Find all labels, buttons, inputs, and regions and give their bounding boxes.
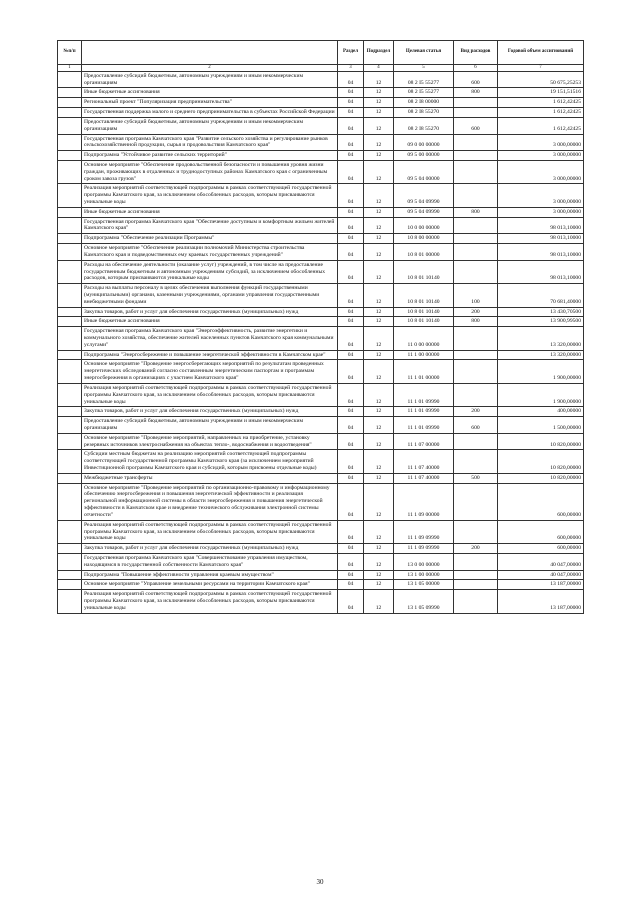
row-razdel-cell: 04 (338, 360, 364, 383)
row-name-cell: Основное мероприятие "Проведение мероприятий, направленных на приобретение, установку резервных источников электроснабжения на объектах тепло-, водоснабжения и водоотведения" (82, 433, 338, 450)
column-number: 4 (364, 65, 394, 72)
row-article-cell: 11 1 07 40000 (394, 450, 454, 473)
header-vid: Вид расходов (454, 41, 498, 65)
row-podrazdel-cell: 12 (364, 473, 394, 483)
row-number-cell (58, 590, 82, 613)
row-number-cell (58, 360, 82, 383)
row-name-cell: Реализация мероприятий соответствующей подпрограммы в рамках соответствующей государственной программы Камчатского края, за исключением обособленных расходов, которым присваиваются уникальные коды (82, 590, 338, 613)
header-amount: Годовой объем ассигнований (498, 41, 584, 65)
header-article: Целевая статья (394, 41, 454, 65)
row-name-cell: Основное мероприятие "Обеспечение продовольственной безопасности и повышения уровня жизни граждан, проживающих в отдаленных и труднодоступных районах Камчатского края с ограниченным сроком завоза грузов" (82, 160, 338, 183)
table-row (58, 244, 584, 261)
row-vid-cell (454, 570, 498, 580)
row-podrazdel-cell: 12 (364, 433, 394, 450)
row-name-cell: Региональный проект "Популяризация предпринимательства" (82, 98, 338, 108)
row-podrazdel-cell: 12 (364, 553, 394, 570)
table-row (58, 590, 584, 613)
header-razdel: Раздел (338, 41, 364, 65)
row-name-cell: Расходы на выплаты персоналу в целях обеспечения выполнения функций государственными (муниципальными) органами, казенными учреждениями, органами управления государственными внебюджетными фондами (82, 284, 338, 307)
row-razdel-cell: 04 (338, 327, 364, 350)
table-row (58, 360, 584, 383)
row-razdel-cell: 04 (338, 590, 364, 613)
row-razdel-cell: 04 (338, 570, 364, 580)
table-row (58, 483, 584, 520)
row-name-cell: Государственная программа Камчатского края "Обеспечение доступным и комфортным жильем жителей Камчатского края" (82, 217, 338, 234)
row-razdel-cell: 04 (338, 483, 364, 520)
row-razdel-cell: 04 (338, 350, 364, 360)
table-row (58, 307, 584, 317)
table-row (58, 71, 584, 88)
row-amount-cell: 400,00000 (498, 407, 584, 417)
table-row (58, 580, 584, 590)
row-vid-cell: 200 (454, 407, 498, 417)
row-amount-cell: 98 013,10000 (498, 217, 584, 234)
row-article-cell: 11 1 09 09990 (394, 520, 454, 543)
row-article-cell: 10 0 00 00000 (394, 217, 454, 234)
row-name-cell: Межбюджетные трансферты (82, 473, 338, 483)
table-row (58, 234, 584, 244)
row-name-cell: Закупка товаров, работ и услуг для обеспечения государственных (муниципальных) нужд (82, 544, 338, 554)
table-row (58, 317, 584, 327)
row-razdel-cell: 04 (338, 88, 364, 98)
row-article-cell: 08 2 I8 55270 (394, 117, 454, 134)
row-number-cell (58, 570, 82, 580)
row-number-cell (58, 383, 82, 406)
table-row (58, 184, 584, 207)
row-article-cell: 09 5 04 09990 (394, 184, 454, 207)
row-amount-cell: 70 681,40000 (498, 284, 584, 307)
row-razdel-cell: 04 (338, 544, 364, 554)
row-podrazdel-cell: 12 (364, 417, 394, 434)
row-podrazdel-cell: 12 (364, 71, 394, 88)
row-razdel-cell: 04 (338, 450, 364, 473)
row-article-cell: 11 0 00 00000 (394, 327, 454, 350)
row-amount-cell: 600,00000 (498, 544, 584, 554)
row-name-cell: Основное мероприятие "Управление земельными ресурсами на территории Камчатского края" (82, 580, 338, 590)
row-razdel-cell: 04 (338, 317, 364, 327)
row-number-cell (58, 260, 82, 283)
row-name-cell: Иные бюджетные ассигнования (82, 317, 338, 327)
row-amount-cell: 1 900,00000 (498, 383, 584, 406)
row-podrazdel-cell: 12 (364, 108, 394, 118)
row-amount-cell: 600,00000 (498, 483, 584, 520)
row-number-cell (58, 450, 82, 473)
row-number-cell (58, 217, 82, 234)
table-row (58, 108, 584, 118)
row-name-cell: Государственная программа Камчатского края "Совершенствование управления имуществом, находящимся в государственной собственности Камчатского края" (82, 553, 338, 570)
row-podrazdel-cell: 12 (364, 317, 394, 327)
row-razdel-cell: 04 (338, 71, 364, 88)
row-number-cell (58, 433, 82, 450)
row-amount-cell: 40 047,00000 (498, 553, 584, 570)
row-name-cell: Реализация мероприятий соответствующей подпрограммы в рамках соответствующей государственной программы Камчатского края, за исключением обособленных расходов, которым присваиваются уникальные коды (82, 520, 338, 543)
table-body (58, 71, 584, 613)
row-vid-cell: 600 (454, 117, 498, 134)
row-vid-cell (454, 108, 498, 118)
row-name-cell: Предоставление субсидий бюджетным, автономным учреждениям и иным некоммерческим организациям (82, 417, 338, 434)
column-number-row (58, 65, 584, 72)
row-article-cell: 11 1 09 00000 (394, 483, 454, 520)
row-article-cell: 11 1 07 00000 (394, 433, 454, 450)
table-row (58, 417, 584, 434)
row-article-cell: 11 1 09 09990 (394, 544, 454, 554)
row-vid-cell (454, 553, 498, 570)
table-row (58, 160, 584, 183)
row-name-cell: Основное мероприятие "Проведение энергосберегающих мероприятий по результатам проведенных энергетических обследований согласно составленным энергетическим паспортам и программам энергосбережения в организациях с участием Камчатского края" (82, 360, 338, 383)
row-number-cell (58, 71, 82, 88)
table-row (58, 260, 584, 283)
row-amount-cell: 13 187,00000 (498, 580, 584, 590)
column-number: 2 (82, 65, 338, 72)
column-number: 1 (58, 65, 82, 72)
row-razdel-cell: 04 (338, 284, 364, 307)
row-podrazdel-cell: 12 (364, 520, 394, 543)
table-row (58, 520, 584, 543)
row-amount-cell: 13 430,70500 (498, 307, 584, 317)
row-razdel-cell: 04 (338, 433, 364, 450)
row-amount-cell: 10 820,00000 (498, 450, 584, 473)
row-article-cell: 10 8 01 10140 (394, 284, 454, 307)
row-amount-cell: 3 000,00000 (498, 151, 584, 161)
row-amount-cell: 1 612,42425 (498, 108, 584, 118)
column-number: 5 (394, 65, 454, 72)
table-row (58, 217, 584, 234)
row-razdel-cell: 04 (338, 520, 364, 543)
row-podrazdel-cell: 12 (364, 407, 394, 417)
row-razdel-cell: 04 (338, 134, 364, 151)
row-podrazdel-cell: 12 (364, 244, 394, 261)
row-article-cell: 10 8 01 10140 (394, 317, 454, 327)
row-name-cell: Подпрограмма "Повышение эффективности управления краевым имуществом" (82, 570, 338, 580)
row-name-cell: Предоставление субсидий бюджетным, автономным учреждениям и иным некоммерческим организациям (82, 117, 338, 134)
row-podrazdel-cell: 12 (364, 88, 394, 98)
table-row (58, 327, 584, 350)
table-row (58, 433, 584, 450)
row-amount-cell: 40 047,00000 (498, 570, 584, 580)
row-amount-cell: 98 013,10000 (498, 234, 584, 244)
row-name-cell: Государственная поддержка малого и среднего предпринимательства в субъектах Российской Федерации (82, 108, 338, 118)
row-podrazdel-cell: 12 (364, 217, 394, 234)
row-vid-cell (454, 217, 498, 234)
header-number: №п/п (58, 41, 82, 65)
row-article-cell: 09 5 04 09990 (394, 207, 454, 217)
row-vid-cell (454, 520, 498, 543)
column-number: 3 (338, 65, 364, 72)
budget-table (57, 40, 584, 614)
row-amount-cell: 600,00000 (498, 520, 584, 543)
row-number-cell (58, 134, 82, 151)
table-row (58, 407, 584, 417)
row-razdel-cell: 04 (338, 184, 364, 207)
row-article-cell: 13 0 00 00000 (394, 553, 454, 570)
row-number-cell (58, 207, 82, 217)
row-number-cell (58, 417, 82, 434)
row-podrazdel-cell: 12 (364, 284, 394, 307)
column-number: 7 (498, 65, 584, 72)
row-article-cell: 11 1 01 09990 (394, 417, 454, 434)
row-number-cell (58, 327, 82, 350)
row-podrazdel-cell: 12 (364, 383, 394, 406)
table-row (58, 88, 584, 98)
row-number-cell (58, 108, 82, 118)
row-name-cell: Закупка товаров, работ и услуг для обеспечения государственных (муниципальных) нужд (82, 407, 338, 417)
row-article-cell: 10 8 01 10140 (394, 260, 454, 283)
row-razdel-cell: 04 (338, 383, 364, 406)
row-name-cell: Реализация мероприятий соответствующей подпрограммы в рамках соответствующей государственной программы Камчатского края, за исключением обособленных расходов, которым присваиваются уникальные коды (82, 383, 338, 406)
row-vid-cell (454, 433, 498, 450)
row-podrazdel-cell: 12 (364, 151, 394, 161)
row-razdel-cell: 04 (338, 234, 364, 244)
row-number-cell (58, 544, 82, 554)
row-article-cell: 10 8 01 00000 (394, 244, 454, 261)
row-razdel-cell: 04 (338, 260, 364, 283)
page-number: 30 (316, 878, 324, 886)
table-row (58, 284, 584, 307)
row-razdel-cell: 04 (338, 244, 364, 261)
table-row (58, 98, 584, 108)
row-name-cell: Закупка товаров, работ и услуг для обеспечения государственных (муниципальных) нужд (82, 307, 338, 317)
row-vid-cell (454, 590, 498, 613)
row-vid-cell: 600 (454, 417, 498, 434)
table-row (58, 151, 584, 161)
row-vid-cell (454, 360, 498, 383)
row-razdel-cell: 04 (338, 580, 364, 590)
table-row (58, 134, 584, 151)
row-number-cell (58, 151, 82, 161)
row-podrazdel-cell: 12 (364, 134, 394, 151)
row-amount-cell: 98 013,10000 (498, 244, 584, 261)
row-razdel-cell: 04 (338, 160, 364, 183)
row-podrazdel-cell: 12 (364, 590, 394, 613)
row-name-cell: Иные бюджетные ассигнования (82, 88, 338, 98)
row-vid-cell: 100 (454, 284, 498, 307)
row-podrazdel-cell: 12 (364, 117, 394, 134)
row-name-cell: Субсидии местным бюджетам на реализацию мероприятий соответствующей подпрограммы соответствующей государственной программы Камчатского края (за исключением мероприятий Инвестиционной программы Камчатского края и субсидий, которым присвоены отдельные коды) (82, 450, 338, 473)
row-vid-cell (454, 350, 498, 360)
table-row (58, 117, 584, 134)
row-razdel-cell: 04 (338, 207, 364, 217)
row-amount-cell: 13 900,99500 (498, 317, 584, 327)
row-vid-cell: 200 (454, 544, 498, 554)
row-number-cell (58, 483, 82, 520)
row-podrazdel-cell: 12 (364, 483, 394, 520)
row-article-cell: 10 8 00 00000 (394, 234, 454, 244)
row-amount-cell: 3 000,00000 (498, 160, 584, 183)
row-article-cell: 11 1 00 00000 (394, 350, 454, 360)
table-row (58, 207, 584, 217)
row-article-cell: 09 5 00 00000 (394, 151, 454, 161)
row-vid-cell (454, 383, 498, 406)
row-number-cell (58, 473, 82, 483)
row-vid-cell (454, 134, 498, 151)
row-number-cell (58, 88, 82, 98)
row-number-cell (58, 350, 82, 360)
row-name-cell: Государственная программа Камчатского края "Энергоэффективность, развитие энергетики и коммунального хозяйства, обеспечение жителей населенных пунктов Камчатского края коммунальными услугами" (82, 327, 338, 350)
row-podrazdel-cell: 12 (364, 570, 394, 580)
table-row (58, 383, 584, 406)
row-amount-cell: 1 500,00000 (498, 417, 584, 434)
row-article-cell: 13 1 05 00000 (394, 580, 454, 590)
row-article-cell: 11 1 07 40000 (394, 473, 454, 483)
row-amount-cell: 13 320,00000 (498, 327, 584, 350)
table-row (58, 570, 584, 580)
row-name-cell: Иные бюджетные ассигнования (82, 207, 338, 217)
table-row (58, 553, 584, 570)
row-podrazdel-cell: 12 (364, 327, 394, 350)
row-amount-cell: 1 612,42425 (498, 98, 584, 108)
row-vid-cell: 800 (454, 88, 498, 98)
row-podrazdel-cell: 12 (364, 260, 394, 283)
row-article-cell: 08 2 I5 55277 (394, 88, 454, 98)
row-vid-cell: 800 (454, 317, 498, 327)
row-number-cell (58, 580, 82, 590)
table-row (58, 544, 584, 554)
row-number-cell (58, 234, 82, 244)
row-amount-cell: 3 000,00000 (498, 207, 584, 217)
row-amount-cell: 3 000,00000 (498, 184, 584, 207)
row-vid-cell (454, 450, 498, 473)
row-vid-cell (454, 327, 498, 350)
row-podrazdel-cell: 12 (364, 350, 394, 360)
row-article-cell: 11 1 01 00000 (394, 360, 454, 383)
row-amount-cell: 19 151,51516 (498, 88, 584, 98)
row-vid-cell (454, 260, 498, 283)
row-podrazdel-cell: 12 (364, 207, 394, 217)
row-article-cell: 08 2 I8 55270 (394, 108, 454, 118)
row-razdel-cell: 04 (338, 417, 364, 434)
row-vid-cell (454, 234, 498, 244)
row-number-cell (58, 244, 82, 261)
row-number-cell (58, 284, 82, 307)
row-number-cell (58, 117, 82, 134)
row-razdel-cell: 04 (338, 98, 364, 108)
row-article-cell: 08 2 I8 00000 (394, 98, 454, 108)
row-podrazdel-cell: 12 (364, 580, 394, 590)
row-vid-cell (454, 151, 498, 161)
row-amount-cell: 1 900,00000 (498, 360, 584, 383)
row-podrazdel-cell: 12 (364, 544, 394, 554)
row-name-cell: Предоставление субсидий бюджетным, автономным учреждениям и иным некоммерческим организациям (82, 71, 338, 88)
row-article-cell: 13 1 00 00000 (394, 570, 454, 580)
table-row (58, 350, 584, 360)
row-number-cell (58, 317, 82, 327)
row-name-cell: Основное мероприятие "Проведение мероприятий по организационно-правовому и информационному обеспечению энергосбережения и повышения энергетической эффективности и реализация региональной информационной системы в области энергосбережения и повышения энергетической эффективности в Камчатском крае и внедрение технического обслуживания электронной системы отчетности" (82, 483, 338, 520)
row-article-cell: 13 1 05 09990 (394, 590, 454, 613)
table-header-row (58, 41, 584, 65)
row-razdel-cell: 04 (338, 307, 364, 317)
row-name-cell: Основное мероприятие "Обеспечение реализации полномочий Министерства строительства Камчатского края и подведомственных ему краевых государственных учреждений" (82, 244, 338, 261)
row-amount-cell: 13 187,00000 (498, 590, 584, 613)
row-name-cell: Подпрограмма "Обеспечение реализации Программы" (82, 234, 338, 244)
row-article-cell: 09 0 00 00000 (394, 134, 454, 151)
row-amount-cell: 98 013,10000 (498, 260, 584, 283)
row-amount-cell: 50 675,25253 (498, 71, 584, 88)
row-number-cell (58, 307, 82, 317)
row-vid-cell: 800 (454, 207, 498, 217)
row-razdel-cell: 04 (338, 473, 364, 483)
row-razdel-cell: 04 (338, 553, 364, 570)
row-podrazdel-cell: 12 (364, 307, 394, 317)
row-podrazdel-cell: 12 (364, 234, 394, 244)
header-podrazdel: Подраздел (364, 41, 394, 65)
row-podrazdel-cell: 12 (364, 450, 394, 473)
row-name-cell: Подпрограмма "Энергосбережение и повышение энергетической эффективности в Камчатском крае" (82, 350, 338, 360)
row-amount-cell: 10 820,00000 (498, 433, 584, 450)
row-amount-cell: 10 820,00000 (498, 473, 584, 483)
row-podrazdel-cell: 12 (364, 160, 394, 183)
row-number-cell (58, 98, 82, 108)
row-article-cell: 10 8 01 10140 (394, 307, 454, 317)
row-vid-cell (454, 160, 498, 183)
row-name-cell: Подпрограмма "Устойчивое развитие сельских территорий" (82, 151, 338, 161)
row-article-cell: 11 1 01 09990 (394, 383, 454, 406)
row-vid-cell: 500 (454, 473, 498, 483)
table-row (58, 450, 584, 473)
budget-table-sheet (57, 40, 583, 614)
row-name-cell: Государственная программа Камчатского края "Развитие сельского хозяйства и регулирование рынков сельскохозяйственной продукции, сырья и продовольствия Камчатского края" (82, 134, 338, 151)
row-podrazdel-cell: 12 (364, 360, 394, 383)
row-razdel-cell: 04 (338, 217, 364, 234)
row-razdel-cell: 04 (338, 117, 364, 134)
row-vid-cell (454, 580, 498, 590)
row-vid-cell (454, 483, 498, 520)
column-number: 6 (454, 65, 498, 72)
row-vid-cell (454, 184, 498, 207)
row-razdel-cell: 04 (338, 151, 364, 161)
row-number-cell (58, 184, 82, 207)
row-name-cell: Расходы на обеспечение деятельности (оказание услуг) учреждений, в том числе на предоставление государственным бюджетным и автономным учреждениям субсидий, за исключением обособленных расходов, которым присваиваются уникальные коды (82, 260, 338, 283)
row-podrazdel-cell: 12 (364, 184, 394, 207)
row-razdel-cell: 04 (338, 407, 364, 417)
row-vid-cell: 200 (454, 307, 498, 317)
row-vid-cell: 600 (454, 71, 498, 88)
row-article-cell: 09 5 04 00000 (394, 160, 454, 183)
header-name (82, 41, 338, 65)
row-vid-cell (454, 244, 498, 261)
row-number-cell (58, 520, 82, 543)
row-amount-cell: 3 000,00000 (498, 134, 584, 151)
row-article-cell: 11 1 01 09990 (394, 407, 454, 417)
row-number-cell (58, 553, 82, 570)
row-number-cell (58, 407, 82, 417)
row-amount-cell: 13 320,00000 (498, 350, 584, 360)
row-razdel-cell: 04 (338, 108, 364, 118)
row-vid-cell (454, 98, 498, 108)
table-row (58, 473, 584, 483)
row-podrazdel-cell: 12 (364, 98, 394, 108)
row-amount-cell: 1 612,42425 (498, 117, 584, 134)
row-number-cell (58, 160, 82, 183)
row-article-cell: 08 2 I5 55277 (394, 71, 454, 88)
row-name-cell: Реализация мероприятий соответствующей подпрограммы в рамках соответствующей государственной программы Камчатского края, за исключением обособленных расходов, которым присваиваются уникальные коды (82, 184, 338, 207)
